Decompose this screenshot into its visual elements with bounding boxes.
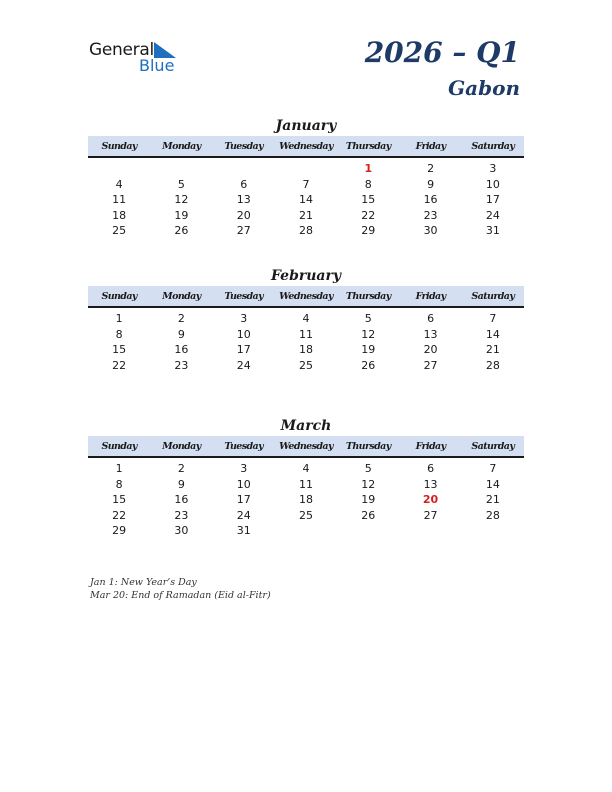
day-grid <box>88 161 524 239</box>
day-cell: 29 <box>361 224 376 237</box>
day-cell: 7 <box>489 462 497 475</box>
weekday-label: Friday <box>415 291 446 302</box>
day-cell: 23 <box>174 508 189 522</box>
day-cell: 28 <box>485 358 500 372</box>
day-cell: 26 <box>361 358 376 372</box>
day-cell: 10 <box>485 177 500 191</box>
weekday-label: Wednesday <box>279 141 333 152</box>
day-cell: 22 <box>112 358 127 372</box>
weekday-label: Tuesday <box>224 141 264 152</box>
holiday-note: Jan 1: New Year’s Day <box>90 577 197 588</box>
weekday-label: Saturday <box>471 291 515 302</box>
day-cell: 15 <box>361 193 376 206</box>
day-cell: 17 <box>485 193 500 206</box>
month-calendar <box>88 116 524 239</box>
day-cell: 27 <box>423 358 438 372</box>
day-cell: 21 <box>485 493 500 506</box>
weekday-label: Sunday <box>101 291 137 302</box>
day-cell: 16 <box>423 193 438 206</box>
logo-text-blue: Blue <box>139 56 175 75</box>
day-cell: 24 <box>485 208 500 222</box>
day-cell: 8 <box>115 477 123 491</box>
day-cell: 22 <box>361 208 376 222</box>
day-cell: 31 <box>485 224 500 237</box>
day-cell: 10 <box>236 477 251 491</box>
day-cell: 15 <box>112 343 127 356</box>
day-cell: 26 <box>361 508 376 522</box>
day-cell: 3 <box>489 162 497 175</box>
day-cell: 6 <box>240 177 248 191</box>
day-cell <box>150 161 212 177</box>
day-cell: 14 <box>485 477 500 491</box>
holiday-notes <box>90 576 271 602</box>
day-cell: 12 <box>174 193 189 206</box>
day-cell: 12 <box>361 327 376 341</box>
weekday-label: Tuesday <box>224 441 264 452</box>
day-cell: 20 <box>236 208 251 222</box>
day-cell: 1 <box>115 312 123 325</box>
day-cell: 13 <box>423 477 438 491</box>
day-cell: 1 <box>364 162 373 175</box>
day-cell: 2 <box>177 462 185 475</box>
day-cell: 21 <box>485 343 500 356</box>
day-cell: 18 <box>112 208 127 222</box>
page-title: 2026 – Q1 <box>364 36 520 69</box>
day-cell: 25 <box>298 358 313 372</box>
day-cell: 9 <box>427 177 435 191</box>
day-cell: 9 <box>177 327 185 341</box>
weekday-label: Wednesday <box>279 291 333 302</box>
weekday-label: Friday <box>415 141 446 152</box>
month-name: February <box>270 268 341 284</box>
day-cell: 4 <box>302 312 310 325</box>
weekday-header <box>88 136 524 158</box>
weekday-label: Monday <box>162 141 201 152</box>
day-cell: 8 <box>115 327 123 341</box>
day-cell: 4 <box>302 462 310 475</box>
day-cell: 13 <box>423 327 438 341</box>
day-cell: 7 <box>302 177 310 191</box>
day-cell: 31 <box>236 524 251 537</box>
weekday-label: Saturday <box>471 441 515 452</box>
day-cell <box>337 523 399 539</box>
day-cell: 13 <box>236 193 251 206</box>
day-cell: 1 <box>115 462 123 475</box>
weekday-label: Thursday <box>345 441 391 452</box>
day-grid <box>88 311 524 373</box>
day-cell: 18 <box>298 493 313 506</box>
day-cell: 23 <box>423 208 438 222</box>
weekday-header <box>88 436 524 458</box>
day-cell: 23 <box>174 358 189 372</box>
generalblue-logo <box>89 40 189 76</box>
day-cell: 10 <box>236 327 251 341</box>
day-cell: 14 <box>485 327 500 341</box>
day-cell: 19 <box>174 208 189 222</box>
day-cell: 17 <box>236 343 251 356</box>
day-cell: 20 <box>423 343 438 356</box>
day-cell <box>462 523 524 539</box>
holiday-note: Mar 20: End of Ramadan (Eid al-Fitr) <box>90 590 271 601</box>
month-calendar <box>88 416 524 539</box>
day-cell: 8 <box>364 177 372 191</box>
day-cell: 28 <box>298 224 313 237</box>
weekday-header <box>88 286 524 308</box>
day-cell: 5 <box>364 312 372 325</box>
day-cell: 30 <box>174 524 189 537</box>
day-cell <box>213 161 275 177</box>
day-cell: 11 <box>298 327 313 341</box>
weekday-label: Thursday <box>345 141 391 152</box>
day-cell: 14 <box>298 193 313 206</box>
day-cell: 22 <box>112 508 127 522</box>
day-cell: 20 <box>422 493 439 506</box>
day-cell: 2 <box>177 312 185 325</box>
day-cell: 3 <box>240 312 248 325</box>
day-cell: 5 <box>177 177 185 191</box>
day-cell: 7 <box>489 312 497 325</box>
day-cell: 11 <box>298 477 313 491</box>
weekday-label: Sunday <box>101 141 137 152</box>
day-cell <box>275 523 337 539</box>
day-cell: 27 <box>423 508 438 522</box>
day-cell: 19 <box>361 343 376 356</box>
day-cell: 6 <box>427 312 435 325</box>
day-cell: 24 <box>236 358 251 372</box>
day-cell: 5 <box>364 462 372 475</box>
day-cell: 4 <box>115 177 123 191</box>
day-cell <box>399 523 461 539</box>
day-cell <box>275 161 337 177</box>
day-cell: 24 <box>236 508 251 522</box>
weekday-label: Tuesday <box>224 291 264 302</box>
day-cell: 12 <box>361 477 376 491</box>
weekday-label: Sunday <box>101 441 137 452</box>
day-cell: 27 <box>236 224 251 237</box>
month-calendar <box>88 266 524 373</box>
day-cell: 15 <box>112 493 127 506</box>
country-name: Gabon <box>448 76 520 100</box>
day-cell: 25 <box>298 508 313 522</box>
day-cell: 17 <box>236 493 251 506</box>
day-cell: 28 <box>485 508 500 522</box>
day-cell: 30 <box>423 224 438 237</box>
day-grid <box>88 461 524 539</box>
day-cell: 18 <box>298 343 313 356</box>
weekday-label: Wednesday <box>279 441 333 452</box>
day-cell: 16 <box>174 343 189 356</box>
day-cell: 19 <box>361 493 376 506</box>
day-cell: 3 <box>240 462 248 475</box>
weekday-label: Saturday <box>471 141 515 152</box>
day-cell: 25 <box>112 224 127 237</box>
weekday-label: Monday <box>162 441 201 452</box>
weekday-label: Friday <box>415 441 446 452</box>
month-name: March <box>280 418 332 434</box>
logo-text-general: General <box>89 40 154 60</box>
weekday-label: Thursday <box>345 291 391 302</box>
weekday-label: Monday <box>162 291 201 302</box>
day-cell: 2 <box>427 162 435 175</box>
day-cell <box>88 161 150 177</box>
day-cell: 6 <box>427 462 435 475</box>
day-cell: 26 <box>174 224 189 237</box>
day-cell: 11 <box>112 193 127 206</box>
day-cell: 16 <box>174 493 189 506</box>
day-cell: 9 <box>177 477 185 491</box>
month-name: January <box>275 118 337 134</box>
day-cell: 29 <box>112 524 127 537</box>
day-cell: 21 <box>298 208 313 222</box>
